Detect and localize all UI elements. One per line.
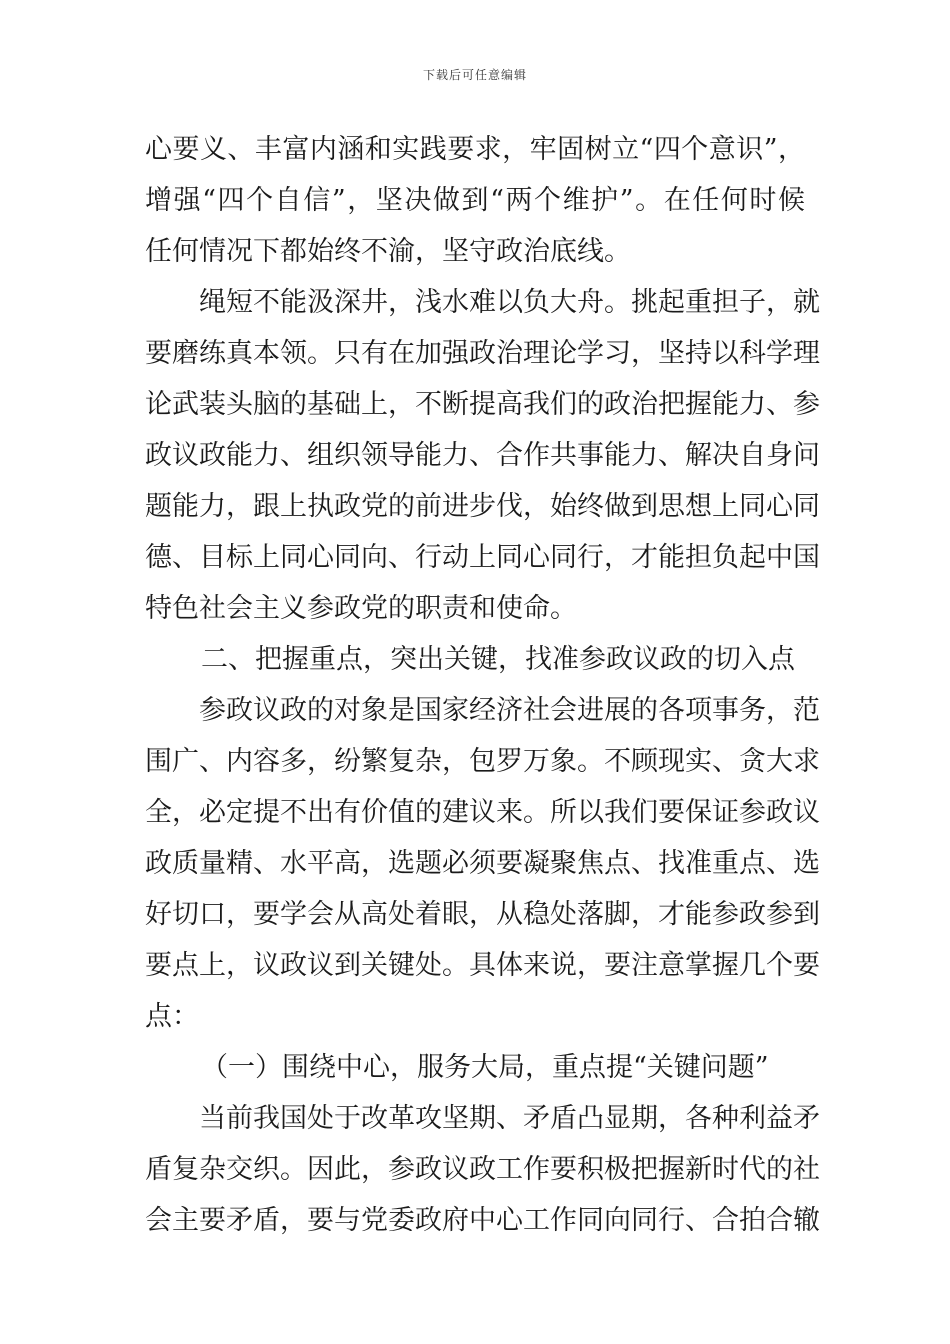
text-line: 点： [145, 1001, 199, 1032]
document-body [145, 124, 820, 1246]
text-line: 题能力，跟上执政党的前进步伐，始终做到思想上同心同 [145, 491, 820, 522]
text-line: 论武装头脑的基础上，不断提高我们的政治把握能力、参 [145, 389, 820, 420]
text-line: 德、目标上同心同向、行动上同心同行，才能担负起中国 [145, 542, 820, 573]
text-line: 心要义、丰富内涵和实践要求，牢固树立“四个意识”， [145, 134, 805, 165]
subsection-heading: （一）围绕中心，服务大局，重点提“关键问题” [201, 1052, 769, 1083]
text-line: 好切口，要学会从高处着眼，从稳处落脚，才能参政参到 [145, 899, 820, 930]
page-header: 下载后可任意编辑 [422, 68, 527, 82]
text-line: 盾复杂交织。因此，参政议政工作要积极把握新时代的社 [145, 1154, 820, 1185]
text-line: 任何情况下都始终不渝，坚守政治底线。 [145, 236, 631, 267]
text-line: 围广、内容多，纷繁复杂，包罗万象。不顾现实、贪大求 [145, 746, 820, 777]
text-line: 政议政能力、组织领导能力、合作共事能力、解决自身问 [145, 440, 820, 471]
text-line: 政质量精、水平高，选题必须要凝聚焦点、找准重点、选 [145, 848, 820, 879]
paragraph-first-line: 参政议政的对象是国家经济社会进展的各项事务，范 [199, 695, 820, 726]
text-line: 增强“四个自信”，坚决做到“两个维护”。在任何时候 [145, 185, 805, 216]
paragraph-first-line: 当前我国处于改革攻坚期、矛盾凸显期，各种利益矛 [199, 1103, 820, 1134]
text-line: 全，必定提不出有价值的建议来。所以我们要保证参政议 [145, 797, 820, 828]
text-line: 要磨练真本领。只有在加强政治理论学习，坚持以科学理 [145, 338, 820, 369]
text-line: 要点上，议政议到关键处。具体来说，要注意掌握几个要 [145, 950, 820, 981]
text-line: 会主要矛盾，要与党委政府中心工作同向同行、合拍合辙 [145, 1205, 820, 1236]
text-line: 特色社会主义参政党的职责和使命。 [145, 593, 577, 624]
section-heading: 二、把握重点，突出关键，找准参政议政的切入点 [201, 644, 795, 675]
paragraph-first-line: 绳短不能汲深井，浅水难以负大舟。挑起重担子，就 [199, 287, 820, 318]
